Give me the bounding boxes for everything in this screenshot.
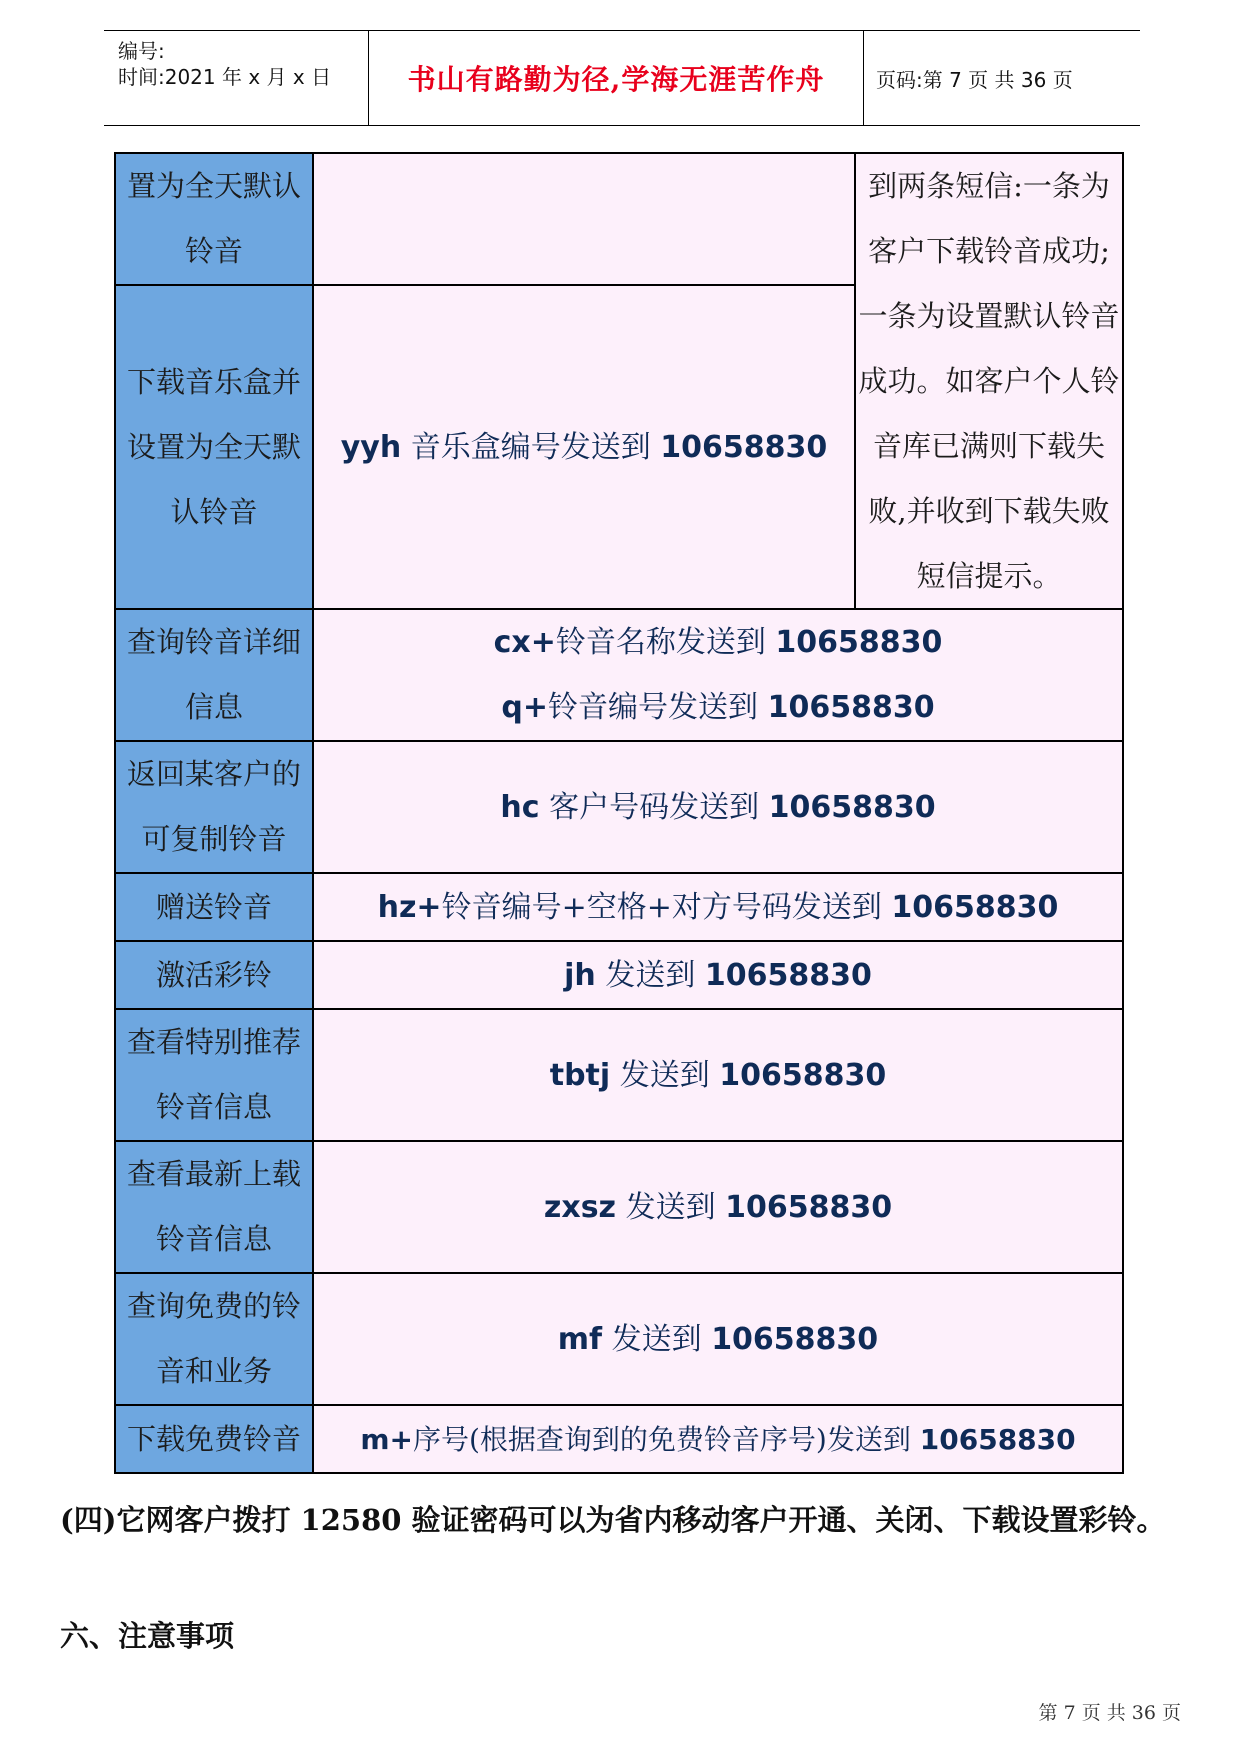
row-label: 查看最新上载铃音信息 [114,1140,314,1274]
section-heading: 六、注意事项 [60,1619,235,1653]
row-label: 返回某客户的可复制铃音 [114,740,314,874]
command-code: q+ [501,690,549,725]
command-text: 铃音编号+空格+对方号码发送到 [441,889,892,925]
row-value [312,608,1124,742]
page-footer: 第 7 页 共 36 页 [1038,1702,1181,1724]
command-code: mf [557,1321,603,1357]
command-text: 发送到 [602,1321,712,1357]
page-header [104,30,1140,126]
row-value [312,1404,1124,1474]
row-value [312,740,1124,874]
command-table [114,152,1124,1479]
row-value [312,1140,1124,1274]
command-code: m+ [360,1422,413,1456]
row-label: 查看特别推荐铃音信息 [114,1008,314,1142]
header-motto-cell [369,31,864,125]
command-number: 10658830 [767,690,935,725]
command-number: 10658830 [660,429,828,465]
row-value [312,152,856,286]
row-label: 激活彩铃 [114,940,314,1010]
command-text: 客户号码发送到 [539,789,769,825]
sms-note: 到两条短信:一条为客户下载铃音成功;一条为设置默认铃音成功。如客户个人铃音库已满则下载失败,并收到下载失败短信提示。 [854,152,1124,610]
header-motto: 书山有路勤为径,学海无涯苦作舟 [407,63,825,96]
row-value [312,1008,1124,1142]
command-number: 10658830 [891,889,1059,925]
row-label: 下载音乐盒并设置为全天默认铃音 [114,284,314,610]
command-text: 发送到 [595,957,705,993]
command-text: 音乐盒编号发送到 [401,429,661,465]
doc-number-label: 编号: [118,39,165,63]
body-paragraph: (四)它网客户拨打 12580 验证密码可以为省内移动客户开通、关闭、下载设置彩铃。 [60,1503,1166,1537]
command-number: 10658830 [775,625,943,660]
command-number: 10658830 [725,1189,893,1225]
command-code: cx+ [493,625,556,660]
command-code: tbtj [549,1057,611,1093]
command-text: 发送到 [610,1057,720,1093]
command-code: yyh [340,429,402,465]
command-text: 序号(根据查询到的免费铃音序号)发送到 [413,1422,920,1456]
command-number: 10658830 [919,1422,1076,1456]
command-code: hc [500,789,540,825]
command-text: 铃音名称发送到 [555,625,776,660]
command-number: 10658830 [704,957,872,993]
row-label: 置为全天默认铃音 [114,152,314,286]
command-code: hz+ [377,889,442,925]
command-number: 10658830 [711,1321,879,1357]
command-text: 发送到 [616,1189,726,1225]
row-value [312,940,1124,1010]
command-number: 10658830 [719,1057,887,1093]
row-label: 赠送铃音 [114,872,314,942]
header-page-cell [864,31,1140,125]
command-text: 铃音编号发送到 [548,690,768,725]
row-label: 查询铃音详细信息 [114,608,314,742]
row-value [312,284,856,610]
command-code: zxsz [543,1189,617,1225]
header-meta [104,31,369,125]
row-value [312,872,1124,942]
command-code: jh [564,957,596,993]
row-label: 查询免费的铃音和业务 [114,1272,314,1406]
doc-time: 时间:2021 年 x 月 x 日 [118,65,332,89]
command-number: 10658830 [768,789,936,825]
row-value [312,1272,1124,1406]
row-label: 下载免费铃音 [114,1404,314,1474]
header-page-code: 页码:第 7 页 共 36 页 [876,67,1073,92]
